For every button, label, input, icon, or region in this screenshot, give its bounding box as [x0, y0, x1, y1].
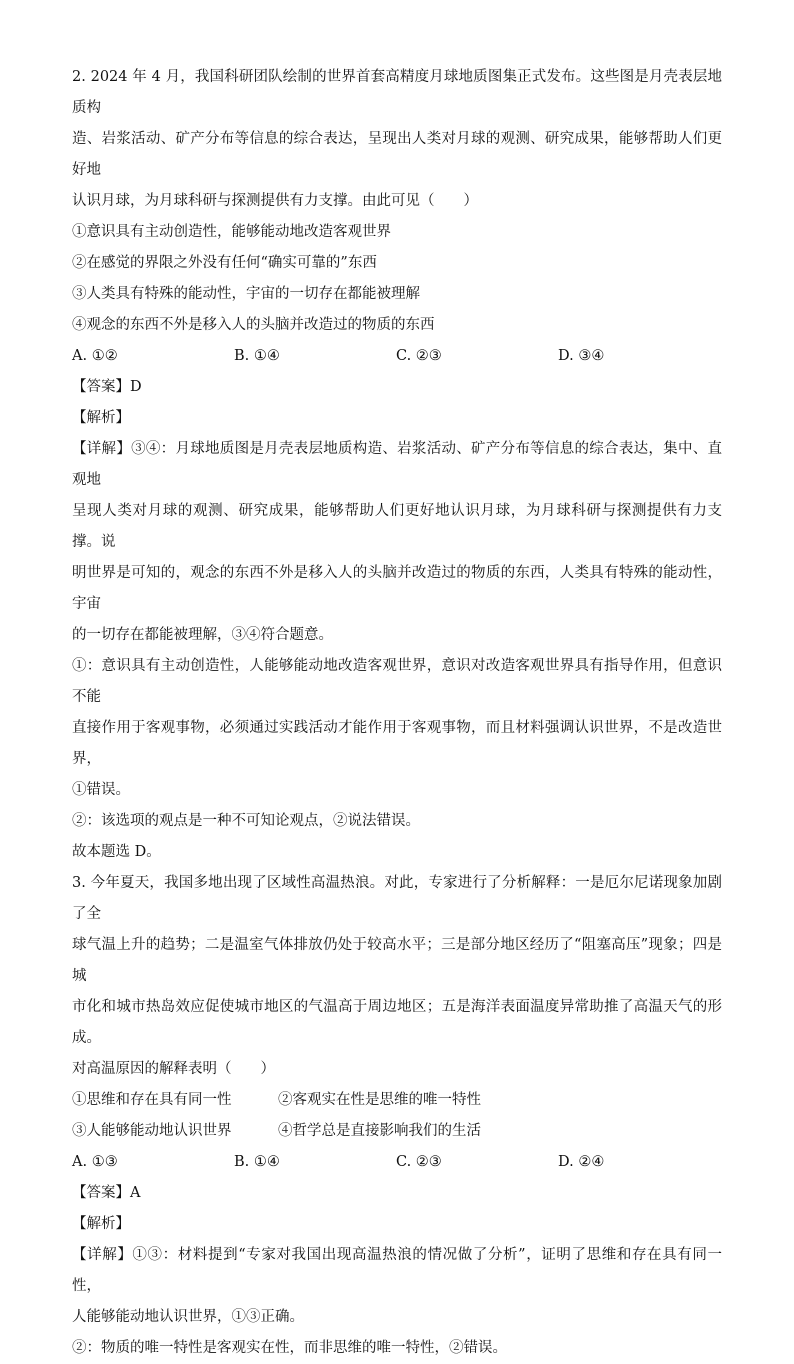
q3-statement-row [72, 1116, 722, 1147]
q3-explanation-line: 人能够能动地认识世界，①③正确。 [72, 1309, 304, 1325]
q2-option-a: A. ①② [72, 348, 118, 364]
q2-explanation-line: 直接作用于客观事物，必须通过实践活动才能作用于客观事物，而且材料强调认识世界，不是改造世界， [72, 720, 722, 767]
document-page [72, 62, 722, 1364]
q3-option-c: C. ②③ [396, 1154, 442, 1170]
q2-statement: ④观念的东西不外是移入人的头脑并改造过的物质的东西 [72, 317, 435, 333]
q2-answer: 【答案】D [72, 379, 142, 395]
q2-options [72, 341, 722, 372]
q2-statement: ③人类具有特殊的能动性，宇宙的一切存在都能被理解 [72, 286, 420, 302]
q2-explanation-line: ①：意识具有主动创造性，人能够能动地改造客观世界，意识对改造客观世界具有指导作用，但意识不能 [72, 658, 722, 705]
q2-option-d: D. ③④ [558, 348, 605, 364]
q3-statement: ③人能够能动地认识世界 [72, 1123, 232, 1139]
q2-explanation-line: 的一切存在都能被理解，③④符合题意。 [72, 627, 333, 643]
q3-stem-line: 3. 今年夏天，我国多地出现了区域性高温热浪。对此，专家进行了分析解释：一是厄尔尼诺现象加剧了全 [72, 875, 722, 922]
q3-statement: ④哲学总是直接影响我们的生活 [278, 1123, 481, 1139]
q3-statement: ②客观实在性是思维的唯一特性 [278, 1092, 481, 1108]
q3-option-d: D. ②④ [558, 1154, 605, 1170]
q3-option-a: A. ①③ [72, 1154, 118, 1170]
q2-explanation-line: 明世界是可知的，观念的东西不外是移入人的头脑并改造过的物质的东西，人类具有特殊的能动性，宇宙 [72, 565, 722, 612]
q2-explanation-line: 【详解】③④：月球地质图是月壳表层地质构造、岩浆活动、矿产分布等信息的综合表达，集中、直观地 [72, 441, 722, 488]
q3-explanation-line: 【详解】①③：材料提到“专家对我国出现高温热浪的情况做了分析”，证明了思维和存在具有同一性， [72, 1247, 722, 1294]
q2-statement: ①意识具有主动创造性，能够能动地改造客观世界 [72, 224, 391, 240]
q3-analysis-label: 【解析】 [72, 1216, 130, 1232]
q3-options [72, 1147, 722, 1178]
q3-answer: 【答案】A [72, 1185, 141, 1201]
q2-analysis-label: 【解析】 [72, 410, 130, 426]
q2-stem-line: 2. 2024 年 4 月，我国科研团队绘制的世界首套高精度月球地质图集正式发布。这些图是月壳表层地质构 [72, 69, 722, 116]
q3-option-b: B. ①④ [234, 1154, 280, 1170]
question-3 [72, 868, 722, 1364]
q3-statement: ①思维和存在具有同一性 [72, 1092, 232, 1108]
q3-stem-line: 对高温原因的解释表明（ ） [72, 1061, 275, 1077]
q2-option-b: B. ①④ [234, 348, 280, 364]
q2-explanation-line: 呈现人类对月球的观测、研究成果，能够帮助人们更好地认识月球，为月球科研与探测提供有力支撑。说 [72, 503, 722, 550]
q2-stem-line: 造、岩浆活动、矿产分布等信息的综合表达，呈现出人类对月球的观测、研究成果，能够帮助人们更好地 [72, 131, 722, 178]
q2-explanation-line: ①错误。 [72, 782, 130, 798]
q3-explanation-line: ②：物质的唯一特性是客观实在性，而非思维的唯一特性，②错误。 [72, 1340, 507, 1356]
q2-option-c: C. ②③ [396, 348, 442, 364]
q2-explanation-line: ②：该选项的观点是一种不可知论观点，②说法错误。 [72, 813, 420, 829]
q2-stem-line: 认识月球，为月球科研与探测提供有力支撑。由此可见（ ） [72, 193, 478, 209]
question-2 [72, 62, 722, 868]
q3-stem-line: 市化和城市热岛效应促使城市地区的气温高于周边地区；五是海洋表面温度异常助推了高温天气的形成。 [72, 999, 722, 1046]
q3-stem-line: 球气温上升的趋势；二是温室气体排放仍处于较高水平；三是部分地区经历了“阻塞高压”现象；四是城 [72, 937, 722, 984]
q2-explanation-line: 故本题选 D。 [72, 844, 161, 860]
q3-statement-row [72, 1085, 722, 1116]
q2-statement: ②在感觉的界限之外没有任何“确实可靠的”东西 [72, 255, 377, 271]
